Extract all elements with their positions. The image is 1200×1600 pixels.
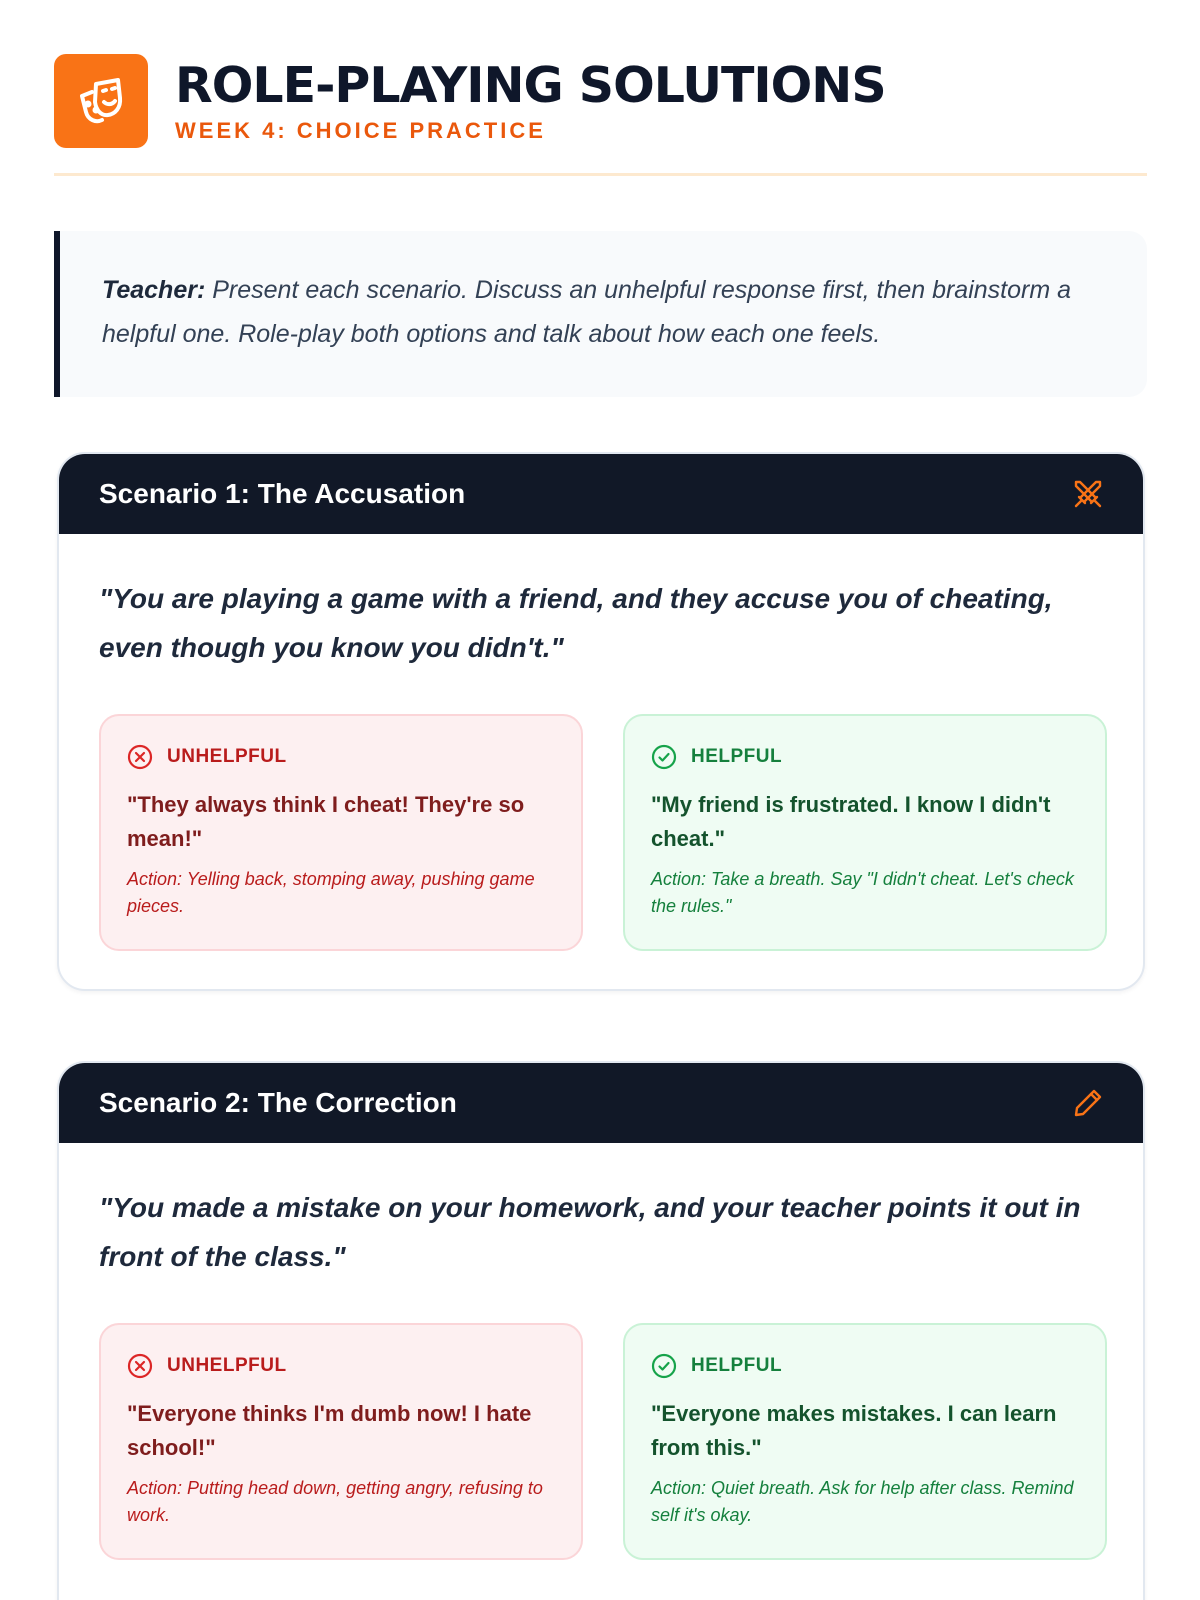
- choice-row: [99, 714, 1107, 951]
- scenario-header: [59, 454, 1143, 534]
- unhelpful-quote: "They always think I cheat! They're so mean!": [127, 792, 525, 851]
- x-circle-icon: [127, 1353, 153, 1379]
- unhelpful-label: UNHELPFUL: [167, 746, 287, 767]
- helpful-tag: [651, 744, 1079, 770]
- pencil-icon: [1071, 1086, 1105, 1120]
- teacher-note-body: Present each scenario. Discuss an unhelpful response first, then brainstorm a helpful one. Role-play both options and talk about how each one feels.: [102, 276, 1072, 348]
- helpful-choice: [623, 714, 1107, 951]
- scenario-prompt: "You made a mistake on your homework, and your teacher points it out in front of the class.": [99, 1192, 1081, 1272]
- helpful-action: Action: Quiet breath. Ask for help after class. Remind self it's okay.: [651, 1478, 1074, 1525]
- unhelpful-choice: [99, 714, 583, 951]
- unhelpful-tag: [127, 1353, 555, 1379]
- logo: [54, 54, 148, 148]
- page-header: [54, 54, 1147, 176]
- unhelpful-label: UNHELPFUL: [167, 1355, 287, 1376]
- choice-row: [99, 1323, 1107, 1560]
- check-circle-icon: [651, 1353, 677, 1379]
- helpful-choice: [623, 1323, 1107, 1560]
- unhelpful-choice: [99, 1323, 583, 1560]
- unhelpful-tag: [127, 744, 555, 770]
- teacher-note: [54, 231, 1147, 397]
- x-circle-icon: [127, 744, 153, 770]
- helpful-tag: [651, 1353, 1079, 1379]
- scenario-header: [59, 1063, 1143, 1143]
- scenario-card: [57, 452, 1145, 991]
- helpful-label: HELPFUL: [691, 746, 783, 767]
- unhelpful-action: Action: Putting head down, getting angry, refusing to work.: [127, 1478, 543, 1525]
- helpful-action: Action: Take a breath. Say "I didn't cheat. Let's check the rules.": [651, 869, 1074, 916]
- page-title: ROLE-PLAYING SOLUTIONS: [175, 57, 886, 114]
- scenario-card: [57, 1061, 1145, 1600]
- scenario-prompt: "You are playing a game with a friend, and they accuse you of cheating, even though you know you didn't.": [99, 583, 1053, 663]
- theater-masks-icon: [74, 74, 128, 128]
- helpful-label: HELPFUL: [691, 1355, 783, 1376]
- helpful-quote: "Everyone makes mistakes. I can learn from this.": [651, 1401, 1057, 1460]
- page-subtitle: WEEK 4: CHOICE PRACTICE: [175, 118, 546, 143]
- helpful-quote: "My friend is frustrated. I know I didn't cheat.": [651, 792, 1051, 851]
- teacher-note-text: [102, 268, 1111, 356]
- crossed-swords-icon: [1071, 477, 1105, 511]
- scenario-title: Scenario 2: The Correction: [99, 1087, 457, 1118]
- check-circle-icon: [651, 744, 677, 770]
- teacher-note-label: Teacher:: [102, 276, 206, 304]
- unhelpful-action: Action: Yelling back, stomping away, pushing game pieces.: [127, 869, 535, 916]
- unhelpful-quote: "Everyone thinks I'm dumb now! I hate school!": [127, 1401, 532, 1460]
- scenario-title: Scenario 1: The Accusation: [99, 478, 466, 509]
